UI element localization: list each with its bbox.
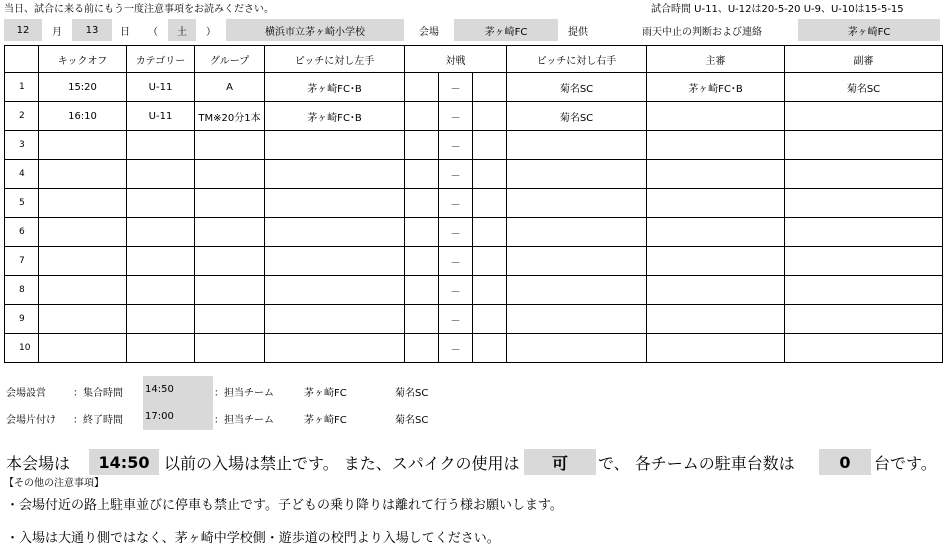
schedule-table: [4, 45, 943, 363]
kickoff-cell: [39, 247, 127, 276]
row-number: 1: [5, 73, 39, 102]
category-cell: [127, 131, 195, 160]
referee-cell: [647, 305, 785, 334]
left-team-cell: [265, 218, 405, 247]
assistant-cell: [785, 102, 943, 131]
referee-cell: [647, 276, 785, 305]
category-cell: [127, 247, 195, 276]
score-right-cell: [473, 247, 507, 276]
table-row: [5, 305, 943, 334]
row-number: 2: [5, 102, 39, 131]
score-left-cell: [405, 131, 439, 160]
right-team-cell: 菊名SC: [507, 102, 647, 131]
notice-text: 当日、試合に来る前にもう一度注意事項をお読みください。: [4, 4, 274, 15]
kickoff-cell: [39, 276, 127, 305]
kickoff-cell: [39, 305, 127, 334]
right-team-cell: [507, 334, 647, 363]
score-left-cell: [405, 218, 439, 247]
entry-text-1: 以前の入場は禁止です。 また、スパイクの使用は: [164, 454, 520, 473]
header-match: 対戦: [405, 46, 507, 73]
kickoff-cell: 16:10: [39, 102, 127, 131]
referee-cell: [647, 102, 785, 131]
paren-close: ）: [206, 26, 216, 38]
kickoff-cell: [39, 334, 127, 363]
group-cell: A: [195, 73, 265, 102]
left-team-cell: [265, 189, 405, 218]
left-team-cell: 茅ヶ崎FC･B: [265, 102, 405, 131]
spike-allowed: 可: [524, 449, 596, 475]
venue-label: 会場: [419, 26, 439, 38]
group-cell: [195, 189, 265, 218]
entry-text-2: で、 各チームの駐車台数は: [598, 454, 795, 473]
match-time-rule: 試合時間 U-11、U-12は20-5-20 U-9、U-10は15-5-15: [651, 4, 904, 15]
right-team-cell: [507, 160, 647, 189]
score-right-cell: [473, 218, 507, 247]
left-team-cell: [265, 131, 405, 160]
kickoff-cell: [39, 218, 127, 247]
category-cell: U-11: [127, 73, 195, 102]
row-number: 6: [5, 218, 39, 247]
score-right-cell: [473, 160, 507, 189]
setup-time: 14:50: [145, 384, 174, 395]
header-category: カテゴリー: [127, 46, 195, 73]
note-line-1: ・会場付近の路上駐車並びに停車も禁止です。子どもの乗り降りは離れて行う様お願いします。: [6, 498, 563, 513]
row-number: 3: [5, 131, 39, 160]
entry-time: 14:50: [89, 449, 159, 475]
left-team-cell: [265, 276, 405, 305]
rain-contact: 茅ヶ崎FC: [798, 19, 940, 41]
cleanup-time-label: ：終了時間: [73, 415, 123, 426]
table-row: [5, 131, 943, 160]
dash-cell: －: [439, 131, 473, 160]
right-team-cell: [507, 189, 647, 218]
category-cell: [127, 218, 195, 247]
day-label: 日: [120, 26, 130, 38]
referee-cell: 茅ヶ崎FC･B: [647, 73, 785, 102]
category-cell: [127, 189, 195, 218]
dash-cell: －: [439, 334, 473, 363]
category-cell: U-11: [127, 102, 195, 131]
header-right-team: ピッチに対し右手: [507, 46, 647, 73]
parking-count: 0: [819, 449, 871, 475]
score-right-cell: [473, 73, 507, 102]
score-left-cell: [405, 334, 439, 363]
group-cell: TM※20分1本: [195, 102, 265, 131]
score-right-cell: [473, 276, 507, 305]
assistant-cell: [785, 247, 943, 276]
right-team-cell: [507, 247, 647, 276]
weekday-value: 土: [168, 19, 196, 41]
assistant-cell: [785, 189, 943, 218]
assistant-cell: [785, 160, 943, 189]
score-left-cell: [405, 102, 439, 131]
referee-cell: [647, 160, 785, 189]
group-cell: [195, 247, 265, 276]
dash-cell: －: [439, 218, 473, 247]
cleanup-team-label: ：担当チーム: [214, 415, 274, 426]
assistant-cell: [785, 218, 943, 247]
row-number: 9: [5, 305, 39, 334]
score-right-cell: [473, 305, 507, 334]
dash-cell: －: [439, 305, 473, 334]
assistant-cell: [785, 305, 943, 334]
notes-header: 【その他の注意事項】: [4, 478, 104, 489]
rain-label: 雨天中止の判断および連絡: [642, 26, 762, 38]
score-left-cell: [405, 276, 439, 305]
assistant-cell: [785, 131, 943, 160]
group-cell: [195, 160, 265, 189]
group-cell: [195, 305, 265, 334]
month-label: 月: [52, 26, 62, 38]
header-left-team: ピッチに対し左手: [265, 46, 405, 73]
category-cell: [127, 305, 195, 334]
row-number: 7: [5, 247, 39, 276]
setup-label: 会場設営: [6, 388, 46, 399]
provider-value: 茅ヶ崎FC: [454, 19, 558, 41]
note-line-2: ・入場は大通り側ではなく、茅ヶ崎中学校側・遊歩道の校門より入場してください。: [6, 531, 500, 546]
row-number: 4: [5, 160, 39, 189]
category-cell: [127, 334, 195, 363]
table-row: [5, 102, 943, 131]
group-cell: [195, 218, 265, 247]
table-header-row: [5, 46, 943, 73]
dash-cell: －: [439, 73, 473, 102]
score-left-cell: [405, 189, 439, 218]
cleanup-team-1: 茅ヶ崎FC: [304, 415, 347, 426]
cleanup-team-2: 菊名SC: [395, 415, 429, 426]
kickoff-cell: [39, 189, 127, 218]
score-left-cell: [405, 160, 439, 189]
left-team-cell: [265, 247, 405, 276]
right-team-cell: [507, 131, 647, 160]
score-right-cell: [473, 102, 507, 131]
row-number: 10: [5, 334, 39, 363]
setup-team-label: ：担当チーム: [214, 388, 274, 399]
month-value: 12: [4, 19, 42, 41]
table-row: [5, 189, 943, 218]
referee-cell: [647, 189, 785, 218]
paren-open: （: [148, 26, 158, 38]
referee-cell: [647, 247, 785, 276]
category-cell: [127, 276, 195, 305]
score-left-cell: [405, 305, 439, 334]
category-cell: [127, 160, 195, 189]
cleanup-label: 会場片付け: [6, 415, 56, 426]
table-row: [5, 218, 943, 247]
header-referee: 主審: [647, 46, 785, 73]
right-team-cell: 菊名SC: [507, 73, 647, 102]
left-team-cell: [265, 160, 405, 189]
table-row: [5, 334, 943, 363]
header-assistant: 副審: [785, 46, 943, 73]
assistant-cell: [785, 276, 943, 305]
score-right-cell: [473, 334, 507, 363]
header-no: [5, 46, 39, 73]
referee-cell: [647, 218, 785, 247]
dash-cell: －: [439, 189, 473, 218]
assistant-cell: 菊名SC: [785, 73, 943, 102]
referee-cell: [647, 131, 785, 160]
group-cell: [195, 276, 265, 305]
table-row: [5, 73, 943, 102]
entry-suffix: 台です。: [874, 454, 937, 473]
dash-cell: －: [439, 276, 473, 305]
kickoff-cell: [39, 160, 127, 189]
left-team-cell: [265, 305, 405, 334]
dash-cell: －: [439, 247, 473, 276]
left-team-cell: [265, 334, 405, 363]
score-left-cell: [405, 73, 439, 102]
setup-team-1: 茅ヶ崎FC: [304, 388, 347, 399]
setup-time-label: ：集合時間: [73, 388, 123, 399]
score-left-cell: [405, 247, 439, 276]
score-right-cell: [473, 189, 507, 218]
right-team-cell: [507, 218, 647, 247]
cleanup-time: 17:00: [145, 411, 174, 422]
header-kickoff: キックオフ: [39, 46, 127, 73]
table-row: [5, 276, 943, 305]
day-value: 13: [72, 19, 112, 41]
dash-cell: －: [439, 102, 473, 131]
kickoff-cell: 15:20: [39, 73, 127, 102]
left-team-cell: 茅ヶ崎FC･B: [265, 73, 405, 102]
group-cell: [195, 334, 265, 363]
entry-prefix: 本会場は: [6, 454, 71, 473]
referee-cell: [647, 334, 785, 363]
venue-value: 横浜市立茅ヶ崎小学校: [226, 19, 404, 41]
right-team-cell: [507, 305, 647, 334]
kickoff-cell: [39, 131, 127, 160]
row-number: 8: [5, 276, 39, 305]
right-team-cell: [507, 276, 647, 305]
header-group: グループ: [195, 46, 265, 73]
table-row: [5, 247, 943, 276]
row-number: 5: [5, 189, 39, 218]
assistant-cell: [785, 334, 943, 363]
provider-label: 提供: [568, 26, 588, 38]
score-right-cell: [473, 131, 507, 160]
group-cell: [195, 131, 265, 160]
table-row: [5, 160, 943, 189]
dash-cell: －: [439, 160, 473, 189]
setup-team-2: 菊名SC: [395, 388, 429, 399]
